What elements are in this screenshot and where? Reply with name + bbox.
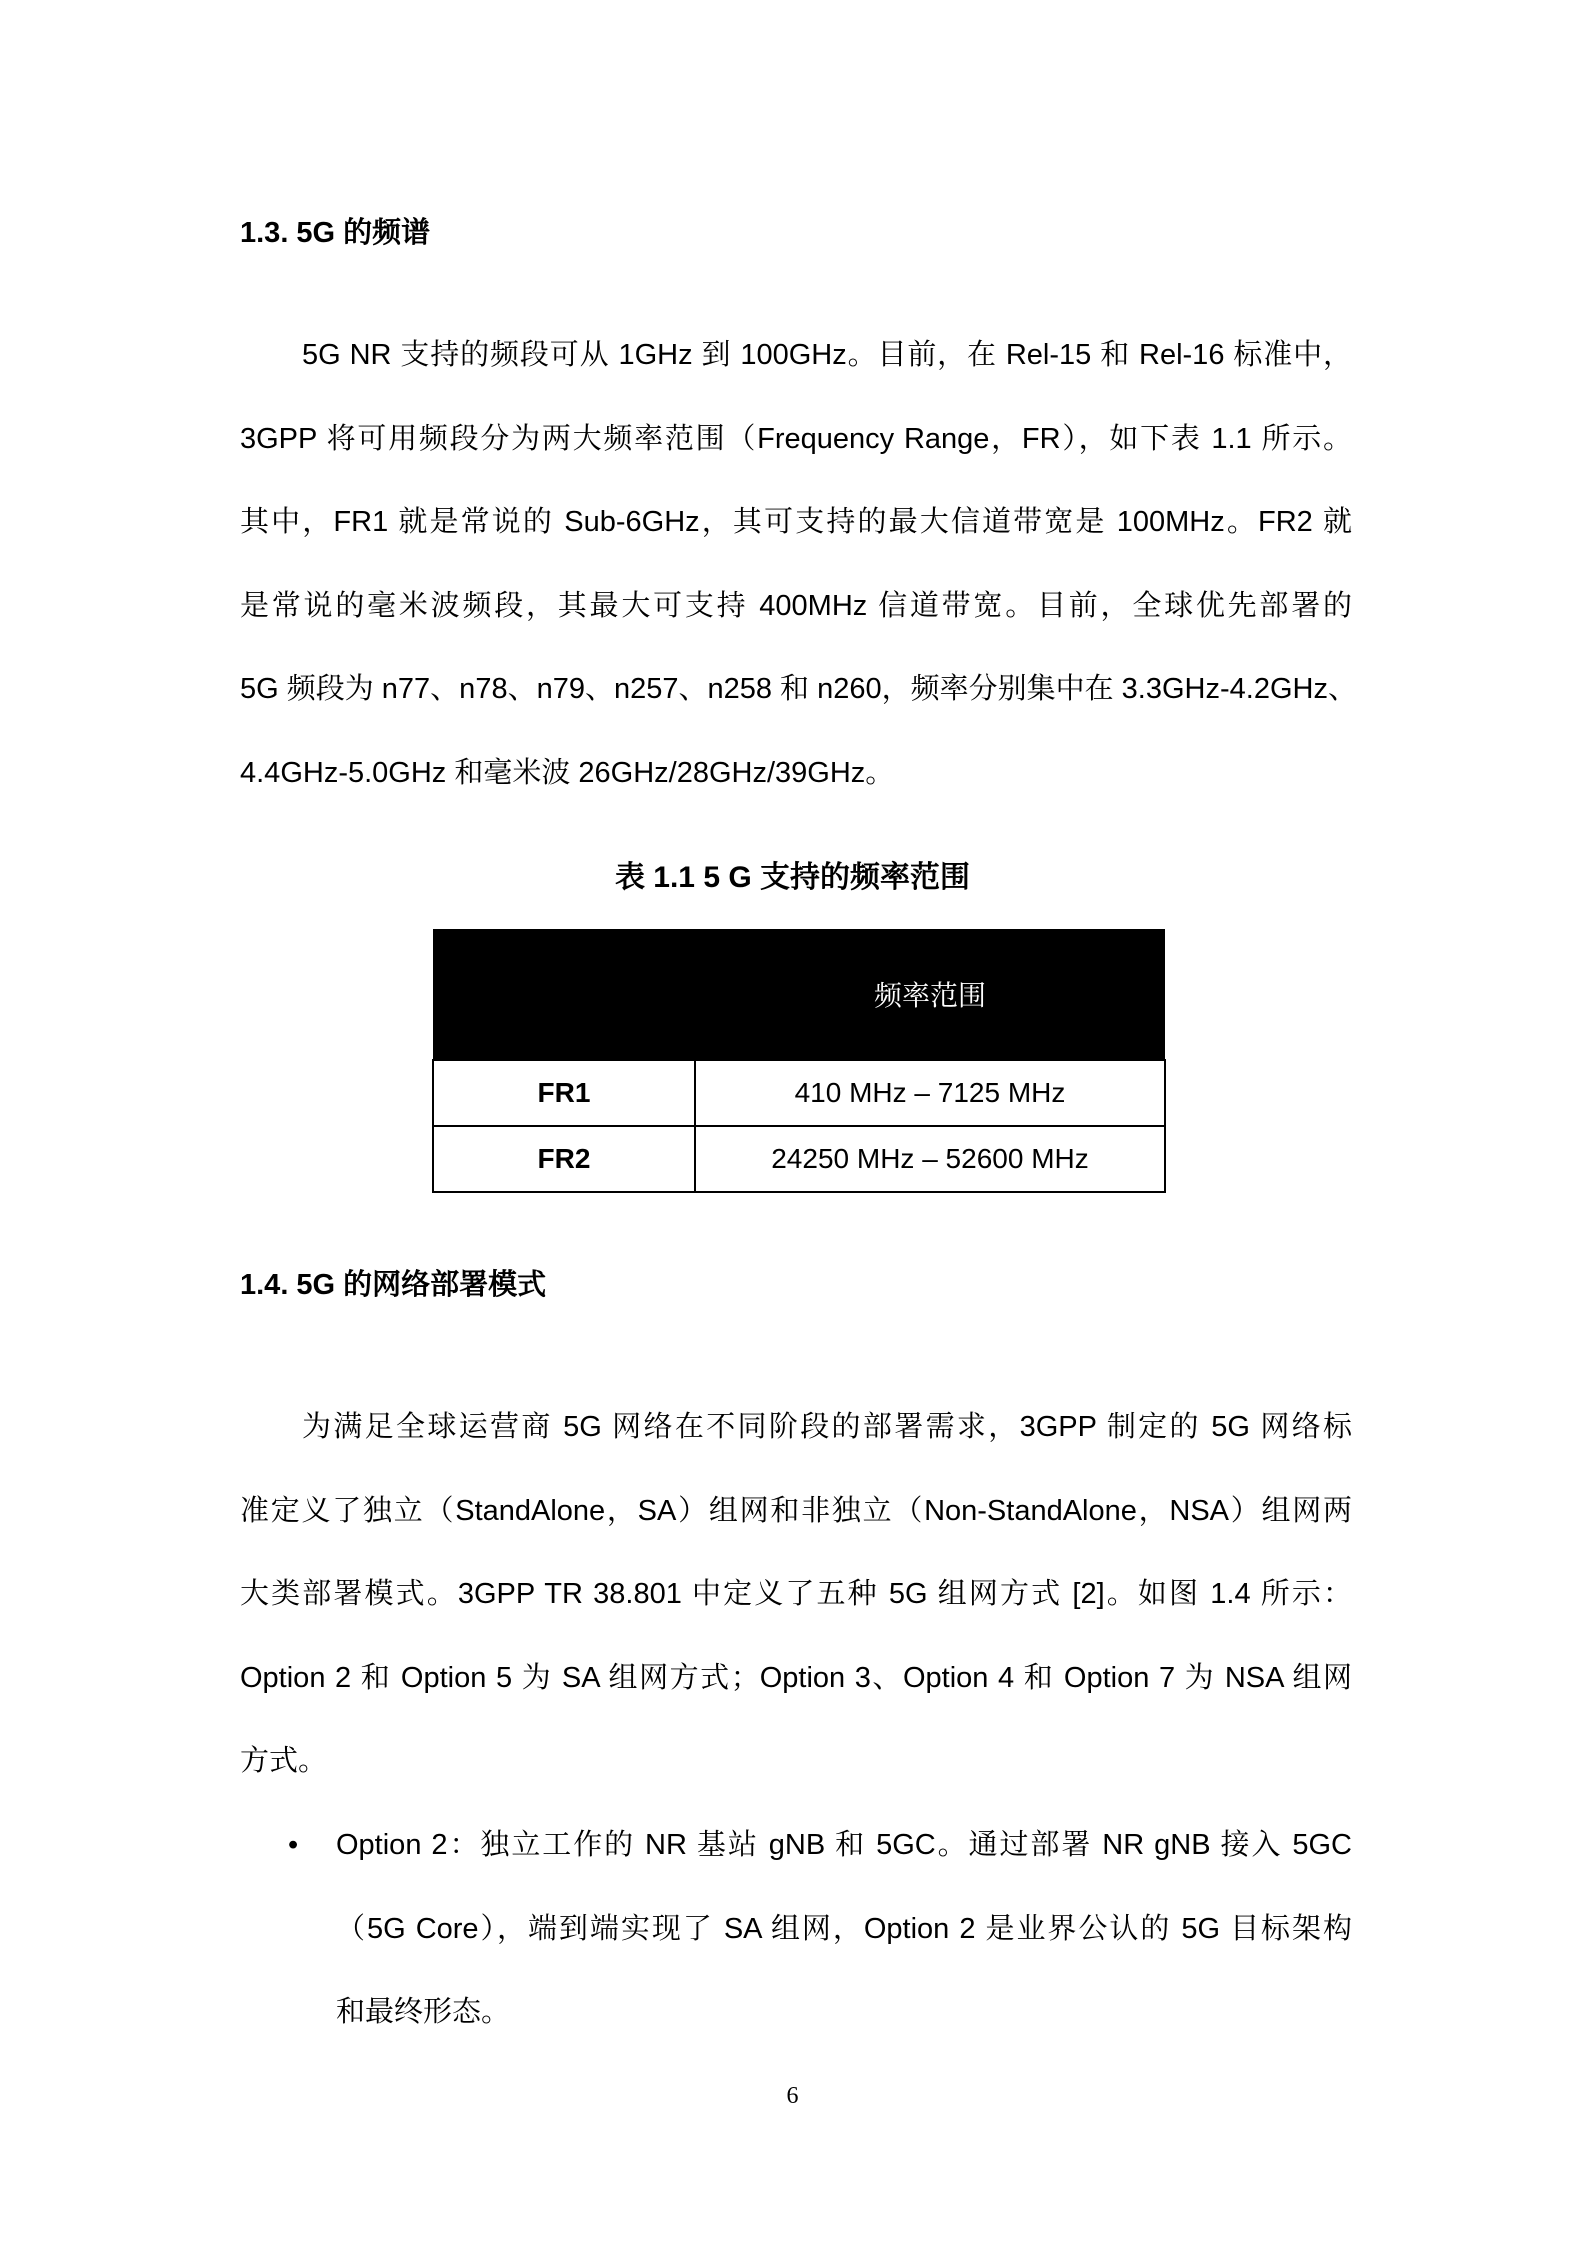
text-line: （5G Core），端到端实现了 SA 组网，Option 2 是业界公认的 5G 目标架构	[336, 1912, 1352, 1945]
table-cell-label: FR2	[433, 1126, 695, 1192]
text-line: Option 2：独立工作的 NR 基站 gNB 和 5GC。通过部署 NR gNB 接入 5GC	[336, 1829, 1352, 1861]
text-line: 为满足全球运营商 5G 网络在不同阶段的部署需求，3GPP 制定的 5G 网络标	[302, 1411, 1352, 1443]
text-line: 是常说的毫米波频段，其最大可支持 400MHz 信道带宽。目前，全球优先部署的	[240, 589, 1352, 622]
text-line: 4.4GHz-5.0GHz 和毫米波 26GHz/28GHz/39GHz。	[240, 756, 895, 789]
table-header-cell: 频率范围	[695, 929, 1165, 1060]
table-caption: 表 1.1 5 G 支持的频率范围	[614, 861, 971, 894]
table-header-row	[433, 929, 1165, 1060]
page-number: 6	[786, 2083, 799, 2109]
text-line: 5G 频段为 n77、n78、n79、n257、n258 和 n260，频率分别集中在 3.3GHz-4.2GHz、	[240, 673, 1357, 705]
section-heading-1-3: 1.3. 5G 的频谱	[240, 217, 431, 249]
table-row	[433, 1060, 1165, 1126]
text-line: 大类部署模式。3GPP TR 38.801 中定义了五种 5G 组网方式 [2]。如图 1.4 所示：	[240, 1578, 1352, 1610]
section-heading-1-4: 1.4. 5G 的网络部署模式	[240, 1269, 547, 1301]
table-row	[433, 1126, 1165, 1192]
table-cell-label: FR1	[433, 1060, 695, 1126]
paragraph-deployment	[240, 1386, 1352, 1804]
paragraph-spectrum	[240, 314, 1357, 815]
frequency-range-table	[432, 929, 1166, 1193]
text-line: 和最终形态。	[336, 1996, 511, 2028]
table-cell-value: 24250 MHz – 52600 MHz	[695, 1126, 1165, 1192]
text-line: 3GPP 将可用频段分为两大频率范围（Frequency Range，FR），如下表 1.1 所示。	[240, 422, 1352, 455]
table-cell-value: 410 MHz – 7125 MHz	[695, 1060, 1165, 1126]
bullet-icon: •	[288, 1829, 299, 1861]
text-line: Option 2 和 Option 5 为 SA 组网方式；Option 3、Option 4 和 Option 7 为 NSA 组网	[240, 1661, 1352, 1694]
table-header-cell	[433, 929, 695, 1060]
text-line: 其中，FR1 就是常说的 Sub-6GHz，其可支持的最大信道带宽是 100MHz。FR2 就	[240, 506, 1352, 538]
text-line: 准定义了独立（StandAlone，SA）组网和非独立（Non-StandAlone，NSA）组网两	[240, 1494, 1352, 1527]
text-line: 方式。	[240, 1745, 328, 1777]
text-line: 5G NR 支持的频段可从 1GHz 到 100GHz。目前，在 Rel-15 和 Rel-16 标准中，	[302, 339, 1352, 371]
